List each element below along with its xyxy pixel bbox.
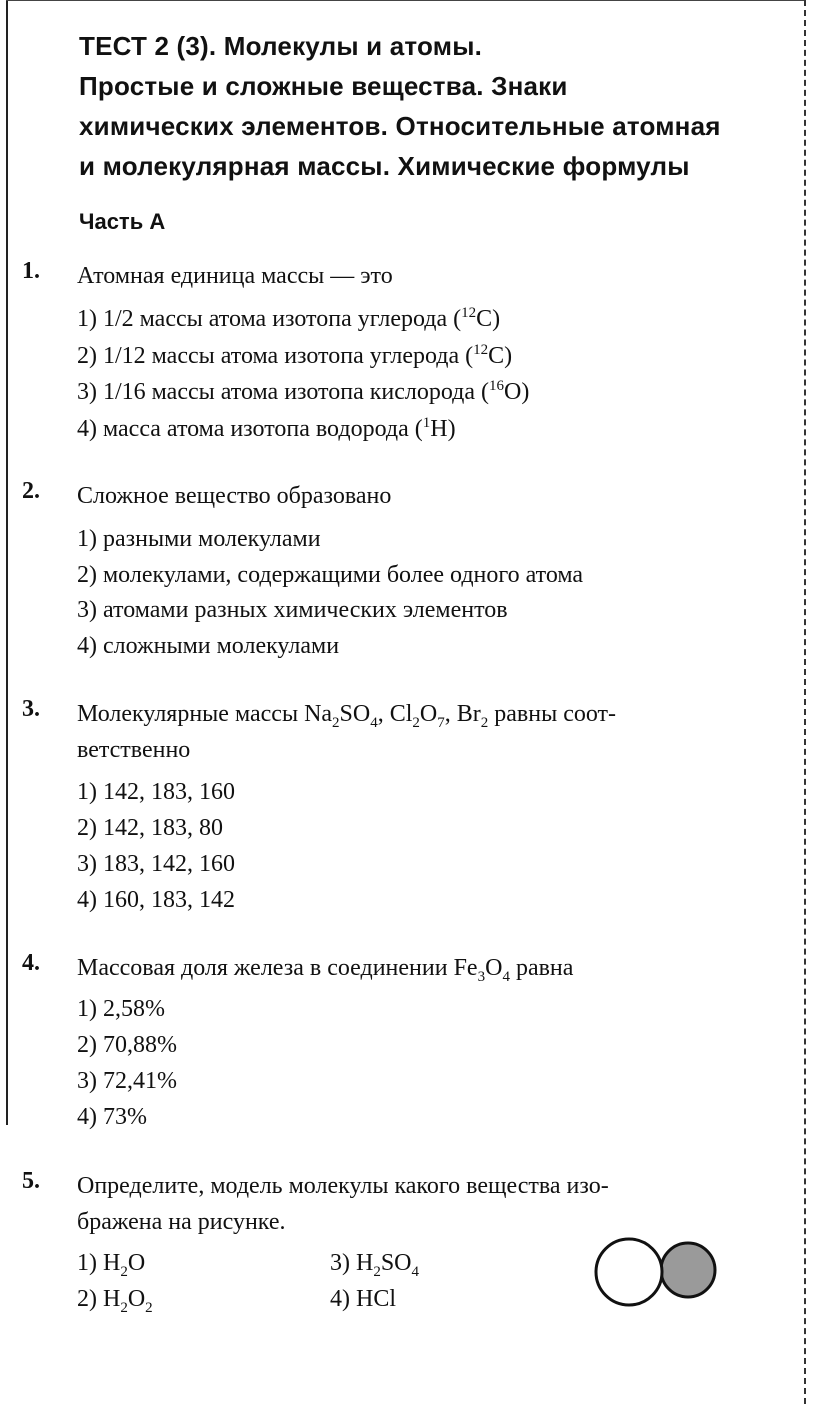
answer-option[interactable]: 2) $H_2O_2$ — [77, 1286, 153, 1316]
cut-line — [804, 0, 806, 1404]
question-text: Молекулярные массы $Na_2SO_4$, $Cl_2O_7$, $Br_2$ равны соот- ветственно — [77, 701, 617, 763]
answer-option[interactable]: 4) сложными молекулами — [77, 633, 340, 659]
answer-option[interactable]: 2) 70,88% — [77, 1032, 177, 1058]
title-line: химических элементов. Относительные атомная — [79, 111, 721, 141]
question-number: 1. — [22, 258, 40, 284]
large-atom — [661, 1243, 715, 1297]
answer-option[interactable]: 2) 142, 183, 80 — [77, 815, 223, 841]
answer-option[interactable]: 1) $H_2O$ — [77, 1250, 146, 1280]
molecule-model-figure — [590, 1236, 730, 1308]
answer-option[interactable]: 1) 142, 183, 160 — [77, 779, 235, 805]
top-border-line — [6, 0, 806, 1]
answer-option[interactable]: 2) молекулами, содержащими более одного атома — [77, 562, 584, 588]
answer-option[interactable]: 4) масса атома изотопа водорода ($^1$Н) — [77, 415, 456, 442]
answer-option[interactable]: 4) HCl — [330, 1286, 396, 1312]
question-text: Определите, модель молекулы какого вещества изо- бражена на рисунке. — [77, 1173, 609, 1235]
answer-option[interactable]: 4) 160, 183, 142 — [77, 887, 235, 913]
answer-option[interactable]: 3) атомами разных химических элементов — [77, 597, 508, 623]
answer-option[interactable]: 2) 1/12 массы атома изотопа углерода ($^{12}$С) — [77, 342, 513, 369]
question-text: Массовая доля железа в соединении $Fe_3O_4$ равна — [77, 955, 574, 985]
question-number: 2. — [22, 478, 40, 504]
test-title — [79, 26, 794, 186]
answer-option[interactable]: 3) 72,41% — [77, 1068, 177, 1094]
small-atom — [596, 1239, 662, 1305]
question-number: 3. — [22, 696, 40, 722]
title-line: ТЕСТ 2 (3). Молекулы и атомы. — [79, 31, 483, 61]
left-margin-line — [6, 0, 8, 1125]
answer-option[interactable]: 1) 1/2 массы атома изотопа углерода ($^{12}$С) — [77, 305, 501, 332]
answer-option[interactable]: 3) 183, 142, 160 — [77, 851, 235, 877]
title-line: и молекулярная массы. Химические формулы — [79, 151, 690, 181]
answer-option[interactable]: 1) разными молекулами — [77, 526, 321, 552]
answer-option[interactable]: 3) $H_2SO_4$ — [330, 1250, 420, 1280]
question-text: Сложное вещество образовано — [77, 483, 392, 509]
question-text: Атомная единица массы — это — [77, 263, 393, 289]
answer-option[interactable]: 4) 73% — [77, 1104, 147, 1130]
part-label: Часть А — [79, 209, 166, 234]
answer-option[interactable]: 3) 1/16 массы атома изотопа кислорода ($^{16}$О) — [77, 378, 530, 405]
question-number: 4. — [22, 950, 40, 976]
answer-option[interactable]: 1) 2,58% — [77, 996, 165, 1022]
title-line: Простые и сложные вещества. Знаки — [79, 71, 568, 101]
question-number: 5. — [22, 1168, 40, 1194]
